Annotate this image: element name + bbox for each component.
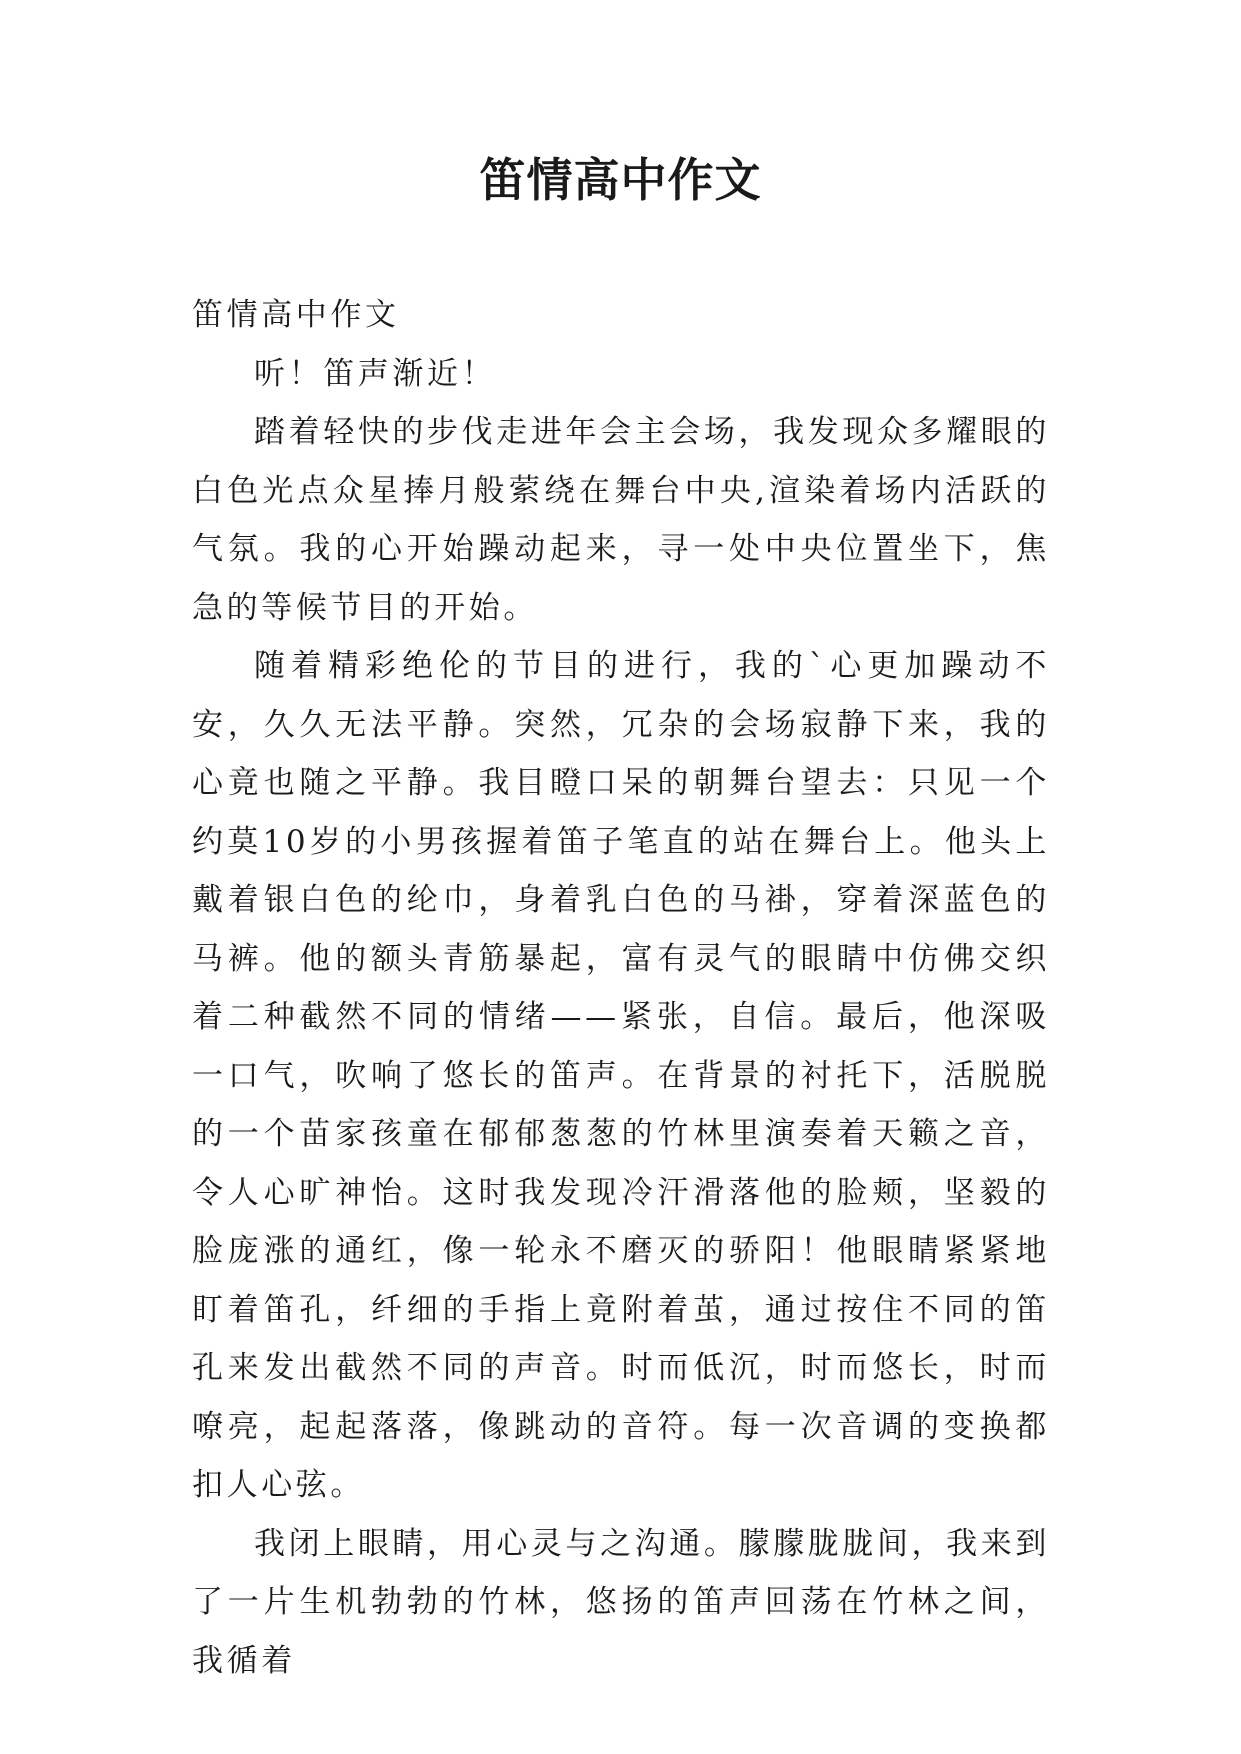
document-body	[192, 286, 1050, 1690]
paragraph: 随着精彩绝伦的节目的进行，我的`心更加躁动不安，久久无法平静。突然，冗杂的会场寂静下来，我的心竟也随之平静。我目瞪口呆的朝舞台望去：只见一个约莫10岁的小男孩握着笛子笔直的站在舞台上。他头上戴着银白色的纶巾，身着乳白色的马褂，穿着深蓝色的马裤。他的额头青筋暴起，富有灵气的眼睛中仿佛交织着二种截然不同的情绪——紧张，自信。最后，他深吸一口气，吹响了悠长的笛声。在背景的衬托下，活脱脱的一个苗家孩童在郁郁葱葱的竹林里演奏着天籁之音，令人心旷神怡。这时我发现冷汗滑落他的脸颊，坚毅的脸庞涨的通红，像一轮永不磨灭的骄阳！他眼睛紧紧地盯着笛孔，纤细的手指上竟附着茧，通过按住不同的笛孔来发出截然不同的声音。时而低沉，时而悠长，时而嘹亮，起起落落，像跳动的音符。每一次音调的变换都扣人心弦。	[192, 648, 1050, 1503]
paragraph: 踏着轻快的步伐走进年会主会场，我发现众多耀眼的白色光点众星捧月般萦绕在舞台中央,渲染着场内活跃的气氛。我的心开始躁动起来，寻一处中央位置坐下，焦急的等候节目的开始。	[192, 414, 1050, 626]
document-subtitle: 笛情高中作文	[192, 297, 400, 333]
paragraph: 听！笛声渐近！	[254, 355, 497, 392]
paragraph: 我闭上眼睛，用心灵与之沟通。朦朦胧胧间，我来到了一片生机勃勃的竹林，悠扬的笛声回荡在竹林之间，我循着	[192, 1525, 1050, 1679]
document-title: 笛情高中作文	[479, 153, 762, 207]
